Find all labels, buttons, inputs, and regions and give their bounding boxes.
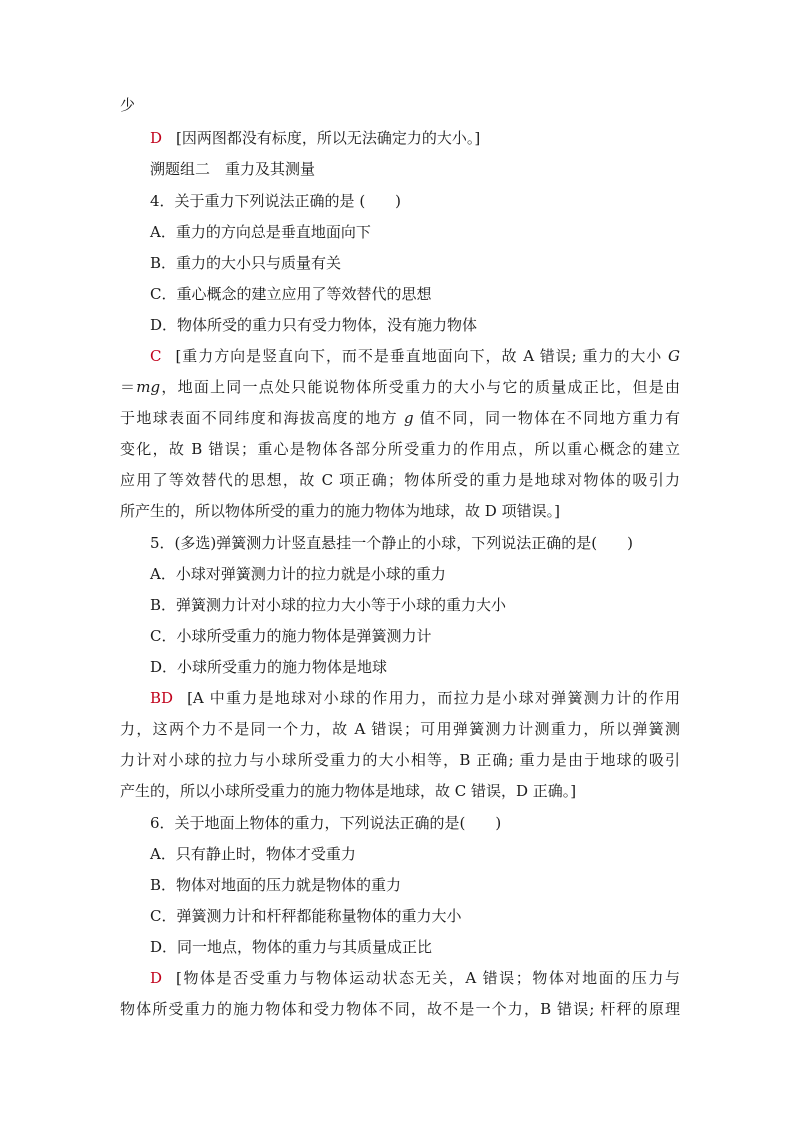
option-a: A．重力的方向总是垂直地面向下 bbox=[150, 223, 371, 241]
explanation-line: 物体所受重力的施力物体和受力物体不同，故不是一个力，B 错误; 杆秤的原理 bbox=[120, 1000, 680, 1018]
option-a: A．小球对弹簧测力计的拉力就是小球的重力 bbox=[150, 565, 446, 583]
option-b: B．重力的大小只与质量有关 bbox=[150, 254, 342, 272]
explanation-text: [物体是否受重力与物体运动状态无关，A 错误；物体对地面的压力与 bbox=[176, 969, 680, 987]
option-b: B．物体对地面的压力就是物体的重力 bbox=[150, 876, 402, 894]
symbol-g: G bbox=[668, 347, 680, 365]
option-a: A．只有静止时，物体才受重力 bbox=[150, 845, 356, 863]
explanation-text: [因两图都没有标度，所以无法确定力的大小。] bbox=[176, 129, 481, 147]
option-c: C．重心概念的建立应用了等效替代的思想 bbox=[150, 285, 432, 303]
section-title: 溯题组二 重力及其测量 bbox=[150, 160, 316, 178]
q6-answer-line bbox=[150, 967, 680, 989]
q5-answer-line bbox=[150, 687, 680, 709]
explanation-line: 产生的，所以小球所受重力的施力物体是地球，故 C 错误，D 正确。] bbox=[120, 782, 577, 800]
symbol-g: g bbox=[404, 409, 414, 427]
equals-sign: ＝ bbox=[120, 378, 137, 396]
option-c: C．弹簧测力计和杆秤都能称量物体的重力大小 bbox=[150, 907, 462, 925]
explanation-line: 应用了等效替代的思想，故 C 项正确；物体所受的重力是地球对物体的吸引力 bbox=[120, 471, 680, 489]
option-d: D．同一地点，物体的重力与其质量成正比 bbox=[150, 938, 433, 956]
explanation-text: 于地球表面不同纬度和海拔高度的地方 bbox=[120, 409, 405, 427]
question-stem: 4．关于重力下列说法正确的是 ( ) bbox=[150, 192, 402, 210]
question-stem: 6．关于地面上物体的重力，下列说法正确的是( ) bbox=[150, 814, 502, 832]
explanation-line bbox=[120, 376, 680, 398]
option-d: D．物体所受的重力只有受力物体，没有施力物体 bbox=[150, 316, 478, 334]
text-line: 少 bbox=[120, 96, 136, 114]
question-stem: 5．(多选)弹簧测力计竖直悬挂一个静止的小球，下列说法正确的是( ) bbox=[150, 534, 633, 552]
explanation-line: 所产生的，所以物体所受的重力的施力物体为地球，故 D 项错误。] bbox=[120, 502, 560, 520]
option-b: B．弹簧测力计对小球的拉力大小等于小球的重力大小 bbox=[150, 596, 507, 614]
answer-letter: C bbox=[150, 347, 162, 365]
explanation-text: ，地面上同一点处只能说物体所受重力的大小与它的质量成正比，但是由 bbox=[160, 378, 680, 396]
answer-letter: D bbox=[150, 969, 163, 987]
explanation-text: 值不同，同一物体在不同地方重力有 bbox=[413, 409, 680, 427]
explanation-line: 变化，故 B 错误；重心是物体各部分所受重力的作用点，所以重心概念的建立 bbox=[120, 440, 680, 458]
explanation-line: 力，这两个力不是同一个力，故 A 错误；可用弹簧测力计测重力，所以弹簧测 bbox=[120, 720, 680, 738]
explanation-text: [重力方向是竖直向下，而不是垂直地面向下，故 A 错误; 重力的大小 bbox=[175, 347, 669, 365]
answer-letter: D bbox=[150, 129, 163, 147]
option-d: D．小球所受重力的施力物体是地球 bbox=[150, 658, 388, 676]
answer-letter: BD bbox=[150, 689, 174, 707]
q4-answer-line bbox=[150, 345, 680, 367]
symbol-mg: mg bbox=[136, 378, 161, 396]
option-c: C．小球所受重力的施力物体是弹簧测力计 bbox=[150, 627, 432, 645]
explanation-line: 力计对小球的拉力与小球所受重力的大小相等，B 正确; 重力是由于地球的吸引 bbox=[120, 751, 680, 769]
q3-answer-line bbox=[150, 127, 680, 149]
explanation-line bbox=[120, 407, 680, 429]
explanation-text: [A 中重力是地球对小球的作用力，而拉力是小球对弹簧测力计的作用 bbox=[187, 689, 680, 707]
